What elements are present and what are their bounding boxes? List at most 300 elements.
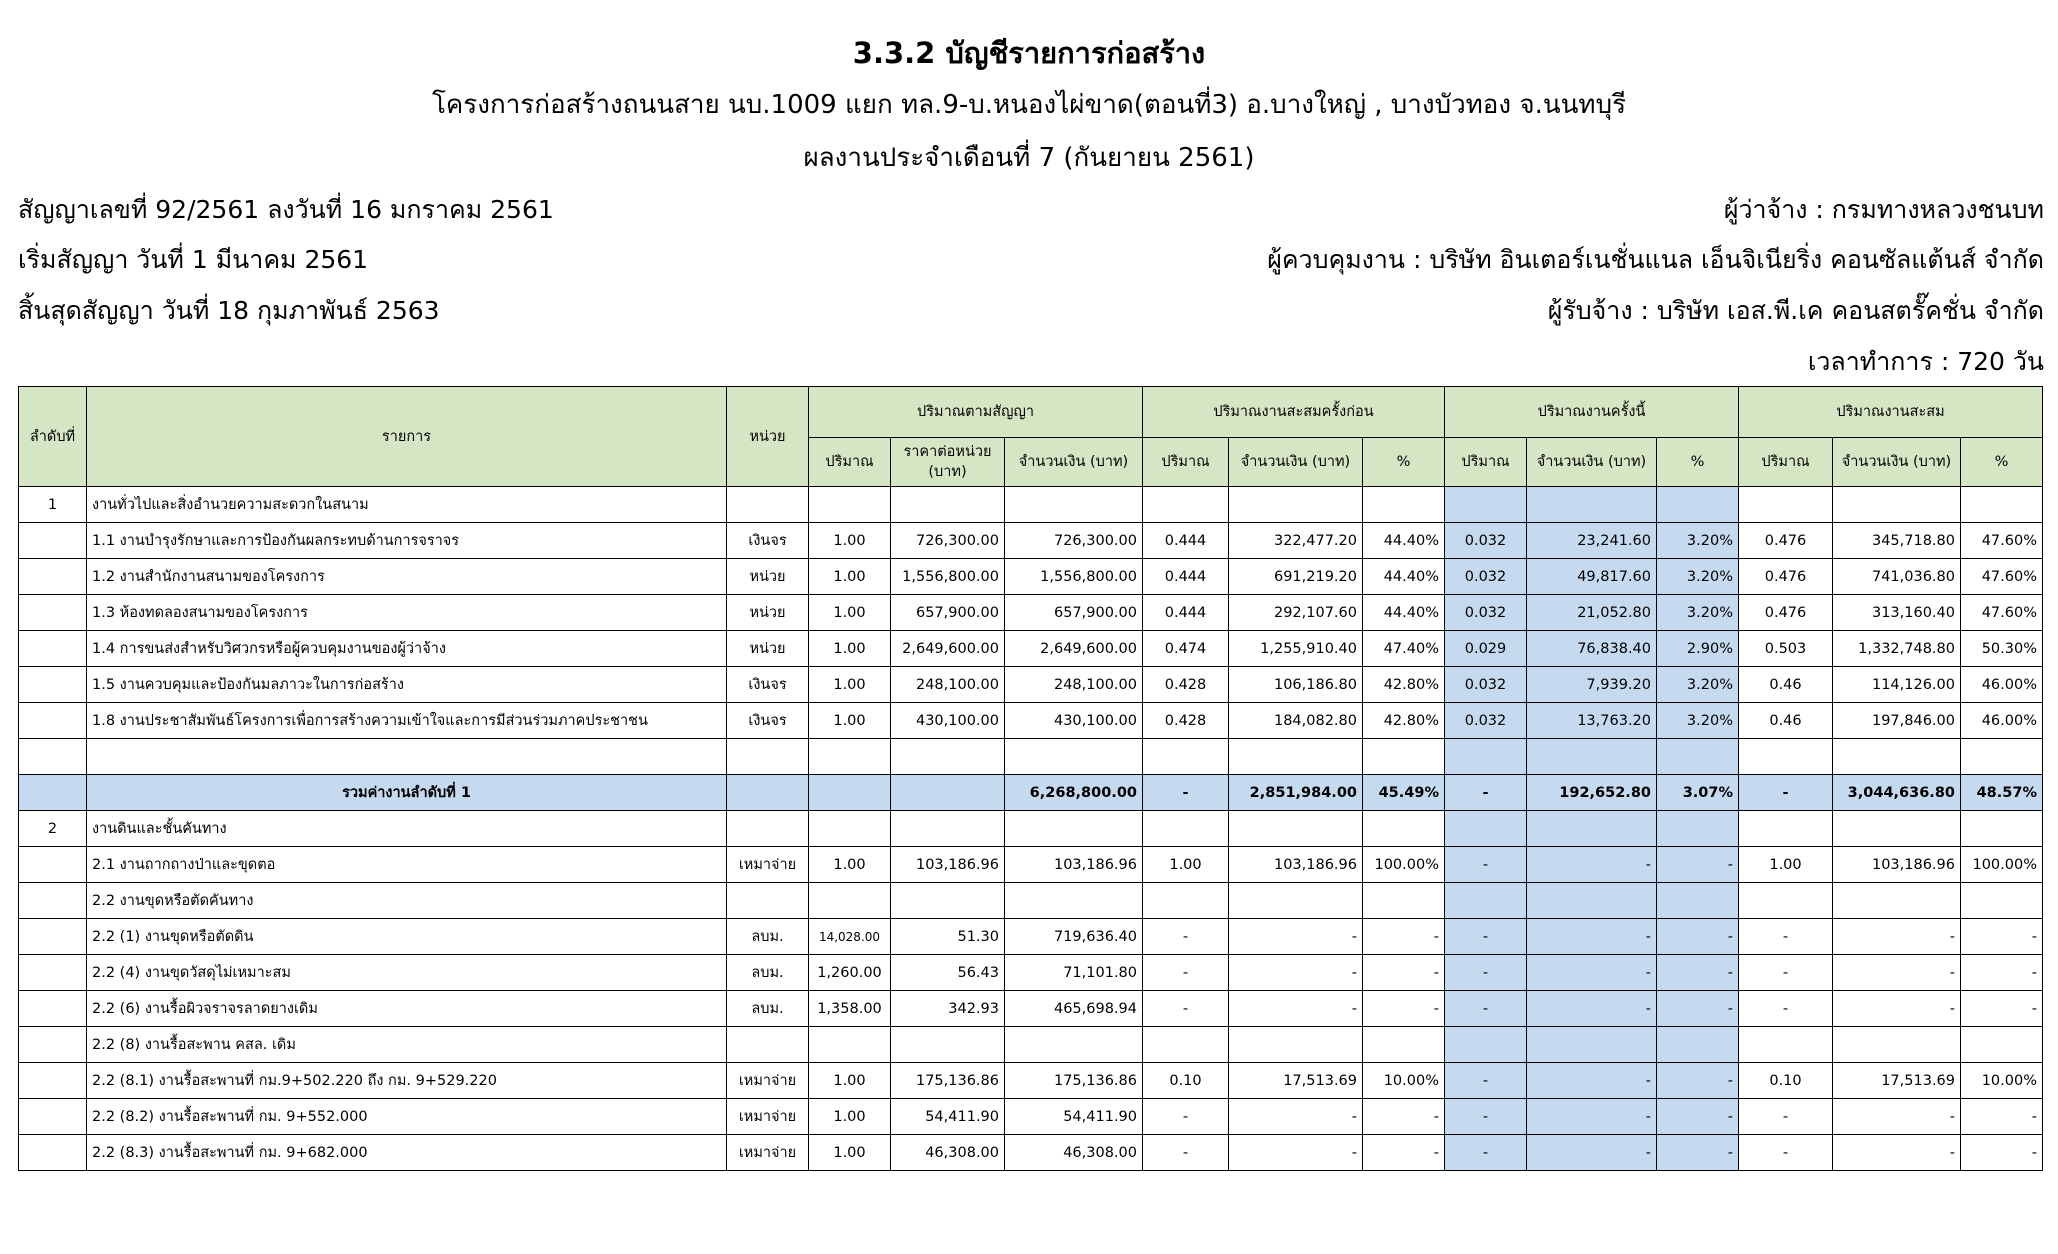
cell-p-pct xyxy=(1363,811,1445,847)
cell-c-price: 248,100.00 xyxy=(891,667,1005,703)
cell-c-price xyxy=(891,811,1005,847)
header-contract-amount: จำนวนเงิน (บาท) xyxy=(1005,438,1143,487)
cell-s-qty: - xyxy=(1739,1135,1833,1171)
cell-t-qty: - xyxy=(1445,1135,1527,1171)
cell-s-amt: 313,160.40 xyxy=(1833,595,1961,631)
cell-no xyxy=(19,847,87,883)
cell-p-pct: - xyxy=(1363,991,1445,1027)
cell-p-qty xyxy=(1143,811,1229,847)
cell-c-price: 430,100.00 xyxy=(891,703,1005,739)
header-this-period-group: ปริมาณงานครั้งนี้ xyxy=(1445,387,1739,438)
cell-s-amt: - xyxy=(1833,955,1961,991)
header-no: ลำดับที่ xyxy=(19,387,87,487)
table-row xyxy=(19,1027,2043,1063)
cell-s-pct: 50.30% xyxy=(1961,631,2043,667)
cell-c-amt: 54,411.90 xyxy=(1005,1099,1143,1135)
cell-item: 1.3 ห้องทดลองสนามของโครงการ xyxy=(87,595,727,631)
cell-t-qty xyxy=(1445,739,1527,775)
cell-t-pct: 2.90% xyxy=(1657,631,1739,667)
cell-s-pct: - xyxy=(1961,1099,2043,1135)
cell-item: 1.4 การขนส่งสำหรับวิศวกรหรือผู้ควบคุมงานของผู้ว่าจ้าง xyxy=(87,631,727,667)
table-row xyxy=(19,1099,2043,1135)
contract-start: เริ่มสัญญา วันที่ 1 มีนาคม 2561 xyxy=(18,245,369,274)
boq-table xyxy=(18,386,2043,1171)
table-row xyxy=(19,667,2043,703)
work-duration: เวลาทำการ : 720 วัน xyxy=(1807,347,2044,376)
cell-t-amt: - xyxy=(1527,1063,1657,1099)
cell-p-qty: - xyxy=(1143,991,1229,1027)
cell-t-pct: - xyxy=(1657,847,1739,883)
cell-c-amt: 46,308.00 xyxy=(1005,1135,1143,1171)
cell-p-amt: - xyxy=(1229,1099,1363,1135)
cell-s-qty xyxy=(1739,1027,1833,1063)
cell-p-pct: 42.80% xyxy=(1363,703,1445,739)
header-cumulative-pct: % xyxy=(1961,438,2043,487)
report-period: ผลงานประจำเดือนที่ 7 (กันยายน 2561) xyxy=(803,143,1255,173)
cell-c-amt: 6,268,800.00 xyxy=(1005,775,1143,811)
cell-t-qty: 0.032 xyxy=(1445,595,1527,631)
cell-t-pct: 3.20% xyxy=(1657,667,1739,703)
table-row xyxy=(19,847,2043,883)
cell-t-amt xyxy=(1527,739,1657,775)
cell-s-pct: - xyxy=(1961,1135,2043,1171)
cell-unit xyxy=(727,739,809,775)
cell-s-pct xyxy=(1961,487,2043,523)
document-title: 3.3.2 บัญชีรายการก่อสร้าง xyxy=(852,36,1206,70)
cell-c-price xyxy=(891,487,1005,523)
cell-item: 2.2 (8.3) งานรื้อสะพานที่ กม. 9+682.000 xyxy=(87,1135,727,1171)
cell-c-amt: 1,556,800.00 xyxy=(1005,559,1143,595)
cell-t-pct xyxy=(1657,883,1739,919)
cell-t-qty: 0.032 xyxy=(1445,667,1527,703)
cell-s-pct: 10.00% xyxy=(1961,1063,2043,1099)
cell-no xyxy=(19,1063,87,1099)
cell-s-amt xyxy=(1833,883,1961,919)
cell-p-amt xyxy=(1229,811,1363,847)
cell-t-amt: 23,241.60 xyxy=(1527,523,1657,559)
cell-p-amt: 322,477.20 xyxy=(1229,523,1363,559)
cell-p-amt: 691,219.20 xyxy=(1229,559,1363,595)
cell-s-qty xyxy=(1739,487,1833,523)
cell-p-pct: 47.40% xyxy=(1363,631,1445,667)
cell-s-pct: 46.00% xyxy=(1961,703,2043,739)
cell-unit: เงินจร xyxy=(727,523,809,559)
header-previous-group: ปริมาณงานสะสมครั้งก่อน xyxy=(1143,387,1445,438)
cell-c-qty: 1.00 xyxy=(809,631,891,667)
cell-unit: เงินจร xyxy=(727,667,809,703)
cell-t-qty: - xyxy=(1445,847,1527,883)
cell-s-amt xyxy=(1833,1027,1961,1063)
cell-s-pct xyxy=(1961,1027,2043,1063)
table-row xyxy=(19,487,2043,523)
cell-c-qty xyxy=(809,883,891,919)
cell-c-price xyxy=(891,883,1005,919)
header-previous-amount: จำนวนเงิน (บาท) xyxy=(1229,438,1363,487)
cell-t-amt xyxy=(1527,883,1657,919)
cell-t-pct: 3.20% xyxy=(1657,703,1739,739)
cell-t-amt: 49,817.60 xyxy=(1527,559,1657,595)
cell-t-amt: 21,052.80 xyxy=(1527,595,1657,631)
cell-p-amt: 2,851,984.00 xyxy=(1229,775,1363,811)
cell-t-qty: 0.029 xyxy=(1445,631,1527,667)
cell-p-pct: 44.40% xyxy=(1363,523,1445,559)
cell-t-amt: - xyxy=(1527,847,1657,883)
cell-p-pct: 42.80% xyxy=(1363,667,1445,703)
cell-no xyxy=(19,703,87,739)
cell-p-qty: 0.444 xyxy=(1143,559,1229,595)
cell-p-qty: - xyxy=(1143,1135,1229,1171)
cell-p-amt: 106,186.80 xyxy=(1229,667,1363,703)
cell-c-price: 726,300.00 xyxy=(891,523,1005,559)
cell-p-amt: - xyxy=(1229,991,1363,1027)
cell-t-amt: - xyxy=(1527,955,1657,991)
cell-t-amt: 13,763.20 xyxy=(1527,703,1657,739)
cell-p-amt: 292,107.60 xyxy=(1229,595,1363,631)
cell-p-qty xyxy=(1143,883,1229,919)
cell-item: 2.2 (6) งานรื้อผิวจราจรลาดยางเดิม xyxy=(87,991,727,1027)
contractor: ผู้รับจ้าง : บริษัท เอส.พี.เค คอนสตรั๊คชั่น จำกัด xyxy=(1547,296,2044,325)
cell-s-pct: 47.60% xyxy=(1961,523,2043,559)
header-contract-group: ปริมาณตามสัญญา xyxy=(809,387,1143,438)
cell-p-pct: - xyxy=(1363,955,1445,991)
table-row xyxy=(19,955,2043,991)
cell-c-amt: 726,300.00 xyxy=(1005,523,1143,559)
cell-t-amt: - xyxy=(1527,1135,1657,1171)
cell-p-amt: - xyxy=(1229,919,1363,955)
cell-c-qty: 1,260.00 xyxy=(809,955,891,991)
cell-c-amt: 657,900.00 xyxy=(1005,595,1143,631)
cell-item: 1.2 งานสำนักงานสนามของโครงการ xyxy=(87,559,727,595)
table-row xyxy=(19,883,2043,919)
cell-c-price xyxy=(891,1027,1005,1063)
cell-p-pct: 44.40% xyxy=(1363,559,1445,595)
table-row xyxy=(19,739,2043,775)
cell-t-qty xyxy=(1445,883,1527,919)
cell-unit xyxy=(727,1027,809,1063)
cell-p-amt: - xyxy=(1229,1135,1363,1171)
cell-item: งานทั่วไปและสิ่งอำนวยความสะดวกในสนาม xyxy=(87,487,727,523)
cell-t-pct xyxy=(1657,811,1739,847)
cell-s-pct xyxy=(1961,811,2043,847)
subtotal-row xyxy=(19,775,2043,811)
header-previous-pct: % xyxy=(1363,438,1445,487)
cell-c-price xyxy=(891,775,1005,811)
header-unit: หน่วย xyxy=(727,387,809,487)
cell-s-amt xyxy=(1833,739,1961,775)
cell-c-amt xyxy=(1005,1027,1143,1063)
cell-t-qty: 0.032 xyxy=(1445,559,1527,595)
cell-t-pct xyxy=(1657,739,1739,775)
cell-t-pct: - xyxy=(1657,919,1739,955)
cell-p-pct xyxy=(1363,487,1445,523)
boq-body xyxy=(19,487,2043,1171)
cell-t-amt: 76,838.40 xyxy=(1527,631,1657,667)
cell-no xyxy=(19,919,87,955)
cell-p-pct: 100.00% xyxy=(1363,847,1445,883)
cell-c-price: 51.30 xyxy=(891,919,1005,955)
cell-t-amt: - xyxy=(1527,919,1657,955)
cell-s-amt: 197,846.00 xyxy=(1833,703,1961,739)
cell-c-qty: 1.00 xyxy=(809,523,891,559)
cell-p-amt: 103,186.96 xyxy=(1229,847,1363,883)
cell-p-amt xyxy=(1229,1027,1363,1063)
cell-s-qty: - xyxy=(1739,919,1833,955)
cell-unit: เงินจร xyxy=(727,703,809,739)
cell-s-amt: 114,126.00 xyxy=(1833,667,1961,703)
cell-p-qty: 0.444 xyxy=(1143,595,1229,631)
cell-t-pct: - xyxy=(1657,1135,1739,1171)
cell-unit xyxy=(727,883,809,919)
cell-t-pct xyxy=(1657,487,1739,523)
cell-t-pct: 3.20% xyxy=(1657,559,1739,595)
cell-c-qty: 1.00 xyxy=(809,1135,891,1171)
cell-p-pct: 44.40% xyxy=(1363,595,1445,631)
header-cumulative-amount: จำนวนเงิน (บาท) xyxy=(1833,438,1961,487)
cell-s-pct: 47.60% xyxy=(1961,559,2043,595)
cell-p-qty: - xyxy=(1143,1099,1229,1135)
cell-s-pct: 46.00% xyxy=(1961,667,2043,703)
cell-item: 2.2 (8.2) งานรื้อสะพานที่ กม. 9+552.000 xyxy=(87,1099,727,1135)
cell-s-pct xyxy=(1961,883,2043,919)
cell-unit xyxy=(727,487,809,523)
cell-c-qty: 1.00 xyxy=(809,667,891,703)
cell-s-qty: 0.46 xyxy=(1739,703,1833,739)
table-row xyxy=(19,631,2043,667)
header-this-amount: จำนวนเงิน (บาท) xyxy=(1527,438,1657,487)
cell-no xyxy=(19,1099,87,1135)
cell-c-amt: 719,636.40 xyxy=(1005,919,1143,955)
cell-item: 2.2 (8.1) งานรื้อสะพานที่ กม.9+502.220 ถึง กม. 9+529.220 xyxy=(87,1063,727,1099)
cell-no xyxy=(19,1027,87,1063)
cell-unit: ลบม. xyxy=(727,955,809,991)
header-this-qty: ปริมาณ xyxy=(1445,438,1527,487)
cell-c-amt xyxy=(1005,883,1143,919)
cell-p-pct xyxy=(1363,739,1445,775)
cell-c-qty: 1.00 xyxy=(809,1099,891,1135)
cell-c-amt xyxy=(1005,811,1143,847)
cell-s-qty: - xyxy=(1739,775,1833,811)
cell-unit: ลบม. xyxy=(727,919,809,955)
cell-c-qty: 1.00 xyxy=(809,1063,891,1099)
cell-s-pct: - xyxy=(1961,919,2043,955)
cell-no xyxy=(19,559,87,595)
table-row xyxy=(19,523,2043,559)
cell-s-qty: - xyxy=(1739,955,1833,991)
cell-c-amt: 2,649,600.00 xyxy=(1005,631,1143,667)
table-row xyxy=(19,559,2043,595)
cell-c-qty xyxy=(809,1027,891,1063)
cell-s-qty: - xyxy=(1739,1099,1833,1135)
cell-unit xyxy=(727,775,809,811)
cell-t-amt: - xyxy=(1527,991,1657,1027)
employer: ผู้ว่าจ้าง : กรมทางหลวงชนบท xyxy=(1723,195,2044,224)
cell-s-pct: 47.60% xyxy=(1961,595,2043,631)
table-row xyxy=(19,1135,2043,1171)
cell-s-qty: 0.46 xyxy=(1739,667,1833,703)
cell-s-qty: 0.503 xyxy=(1739,631,1833,667)
cell-s-qty: 0.476 xyxy=(1739,559,1833,595)
cell-no xyxy=(19,595,87,631)
cell-t-qty: - xyxy=(1445,955,1527,991)
cell-no xyxy=(19,955,87,991)
cell-t-pct: - xyxy=(1657,955,1739,991)
cell-p-pct: - xyxy=(1363,1135,1445,1171)
cell-unit: หน่วย xyxy=(727,631,809,667)
cell-s-qty: 0.476 xyxy=(1739,523,1833,559)
cell-item: 2.2 งานขุดหรือตัดคันทาง xyxy=(87,883,727,919)
cell-s-amt: - xyxy=(1833,919,1961,955)
cell-c-price: 54,411.90 xyxy=(891,1099,1005,1135)
cell-c-price: 342.93 xyxy=(891,991,1005,1027)
cell-t-pct: - xyxy=(1657,1063,1739,1099)
cell-p-pct xyxy=(1363,883,1445,919)
cell-p-amt: - xyxy=(1229,955,1363,991)
cell-t-qty xyxy=(1445,487,1527,523)
cell-t-pct: - xyxy=(1657,1099,1739,1135)
cell-s-qty xyxy=(1739,811,1833,847)
cell-t-qty: 0.032 xyxy=(1445,703,1527,739)
contract-number: สัญญาเลขที่ 92/2561 ลงวันที่ 16 มกราคม 2561 xyxy=(18,195,554,224)
table-row xyxy=(19,1063,2043,1099)
cell-item: รวมค่างานลำดับที่ 1 xyxy=(87,775,727,811)
cell-c-price: 657,900.00 xyxy=(891,595,1005,631)
cell-s-qty xyxy=(1739,739,1833,775)
cell-s-pct: 100.00% xyxy=(1961,847,2043,883)
table-row xyxy=(19,919,2043,955)
cell-item: 1.5 งานควบคุมและป้องกันมลภาวะในการก่อสร้าง xyxy=(87,667,727,703)
cell-s-amt xyxy=(1833,811,1961,847)
cell-c-amt: 103,186.96 xyxy=(1005,847,1143,883)
cell-t-qty xyxy=(1445,1027,1527,1063)
cell-t-amt: 192,652.80 xyxy=(1527,775,1657,811)
cell-s-qty: 0.476 xyxy=(1739,595,1833,631)
project-name: โครงการก่อสร้างถนนสาย นบ.1009 แยก ทล.9-บ.หนองไผ่ขาด(ตอนที่3) อ.บางใหญ่ , บางบัวทอง จ.นนทบุรี xyxy=(431,90,1627,120)
cell-c-price: 56.43 xyxy=(891,955,1005,991)
cell-t-amt: - xyxy=(1527,1099,1657,1135)
cell-p-qty: 0.428 xyxy=(1143,703,1229,739)
cell-c-qty xyxy=(809,811,891,847)
supervisor: ผู้ควบคุมงาน : บริษัท อินเตอร์เนชั่นแนล เอ็นจิเนียริ่ง คอนซัลแต้นส์ จำกัด xyxy=(1267,245,2044,274)
cell-c-price: 1,556,800.00 xyxy=(891,559,1005,595)
cell-s-amt: 103,186.96 xyxy=(1833,847,1961,883)
cell-no xyxy=(19,1135,87,1171)
cell-t-amt xyxy=(1527,811,1657,847)
cell-s-amt: - xyxy=(1833,991,1961,1027)
cell-unit: ลบม. xyxy=(727,991,809,1027)
table-row xyxy=(19,811,2043,847)
cell-t-pct xyxy=(1657,1027,1739,1063)
cell-c-qty: 1.00 xyxy=(809,595,891,631)
cell-s-pct: - xyxy=(1961,991,2043,1027)
cell-c-amt xyxy=(1005,487,1143,523)
cell-unit: หน่วย xyxy=(727,595,809,631)
cell-t-amt: 7,939.20 xyxy=(1527,667,1657,703)
cell-c-price xyxy=(891,739,1005,775)
cell-item xyxy=(87,739,727,775)
cell-no xyxy=(19,523,87,559)
cell-t-pct: 3.07% xyxy=(1657,775,1739,811)
cell-p-pct: - xyxy=(1363,1099,1445,1135)
header-cumulative-group: ปริมาณงานสะสม xyxy=(1739,387,2043,438)
cell-p-amt: 1,255,910.40 xyxy=(1229,631,1363,667)
cell-t-qty xyxy=(1445,811,1527,847)
cell-item: 2.1 งานถากถางป่าและขุดตอ xyxy=(87,847,727,883)
cell-c-qty xyxy=(809,775,891,811)
cell-p-pct xyxy=(1363,1027,1445,1063)
cell-c-amt: 465,698.94 xyxy=(1005,991,1143,1027)
cell-no xyxy=(19,991,87,1027)
cell-p-qty: 0.428 xyxy=(1143,667,1229,703)
cell-s-pct xyxy=(1961,739,2043,775)
cell-s-qty: 0.10 xyxy=(1739,1063,1833,1099)
cell-p-qty: 1.00 xyxy=(1143,847,1229,883)
cell-c-qty: 1.00 xyxy=(809,847,891,883)
cell-c-amt: 248,100.00 xyxy=(1005,667,1143,703)
cell-s-amt: 1,332,748.80 xyxy=(1833,631,1961,667)
cell-p-qty: 0.444 xyxy=(1143,523,1229,559)
cell-t-qty: - xyxy=(1445,1063,1527,1099)
cell-c-qty xyxy=(809,487,891,523)
contract-end: สิ้นสุดสัญญา วันที่ 18 กุมภาพันธ์ 2563 xyxy=(18,296,440,325)
cell-no: 2 xyxy=(19,811,87,847)
cell-unit: เหมาจ่าย xyxy=(727,1063,809,1099)
cell-no xyxy=(19,631,87,667)
cell-unit xyxy=(727,811,809,847)
cell-unit: เหมาจ่าย xyxy=(727,1135,809,1171)
cell-p-qty: - xyxy=(1143,955,1229,991)
cell-c-price: 103,186.96 xyxy=(891,847,1005,883)
cell-s-amt xyxy=(1833,487,1961,523)
cell-p-amt: 184,082.80 xyxy=(1229,703,1363,739)
cell-no xyxy=(19,667,87,703)
header-contract-qty: ปริมาณ xyxy=(809,438,891,487)
cell-c-qty: 1.00 xyxy=(809,703,891,739)
header-cumulative-qty: ปริมาณ xyxy=(1739,438,1833,487)
cell-s-pct: 48.57% xyxy=(1961,775,2043,811)
cell-t-qty: - xyxy=(1445,991,1527,1027)
cell-p-amt xyxy=(1229,487,1363,523)
cell-c-amt: 430,100.00 xyxy=(1005,703,1143,739)
cell-t-qty: - xyxy=(1445,1099,1527,1135)
header-previous-qty: ปริมาณ xyxy=(1143,438,1229,487)
cell-p-amt: 17,513.69 xyxy=(1229,1063,1363,1099)
header-this-pct: % xyxy=(1657,438,1739,487)
table-row xyxy=(19,991,2043,1027)
cell-p-qty xyxy=(1143,1027,1229,1063)
cell-p-pct: 45.49% xyxy=(1363,775,1445,811)
table-row xyxy=(19,595,2043,631)
cell-no xyxy=(19,883,87,919)
cell-no xyxy=(19,775,87,811)
cell-s-qty: 1.00 xyxy=(1739,847,1833,883)
header-item: รายการ xyxy=(87,387,727,487)
cell-t-amt xyxy=(1527,1027,1657,1063)
cell-s-amt: 17,513.69 xyxy=(1833,1063,1961,1099)
cell-t-pct: - xyxy=(1657,991,1739,1027)
cell-s-qty xyxy=(1739,883,1833,919)
cell-t-pct: 3.20% xyxy=(1657,595,1739,631)
cell-c-qty xyxy=(809,739,891,775)
cell-c-price: 2,649,600.00 xyxy=(891,631,1005,667)
cell-item: งานดินและชั้นคันทาง xyxy=(87,811,727,847)
cell-s-amt: 741,036.80 xyxy=(1833,559,1961,595)
cell-item: 1.8 งานประชาสัมพันธ์โครงการเพื่อการสร้างความเข้าใจและการมีส่วนร่วมภาคประชาชน xyxy=(87,703,727,739)
cell-p-qty: - xyxy=(1143,919,1229,955)
cell-item: 2.2 (4) งานขุดวัสดุไม่เหมาะสม xyxy=(87,955,727,991)
cell-c-amt: 175,136.86 xyxy=(1005,1063,1143,1099)
cell-unit: เหมาจ่าย xyxy=(727,1099,809,1135)
cell-unit: เหมาจ่าย xyxy=(727,847,809,883)
